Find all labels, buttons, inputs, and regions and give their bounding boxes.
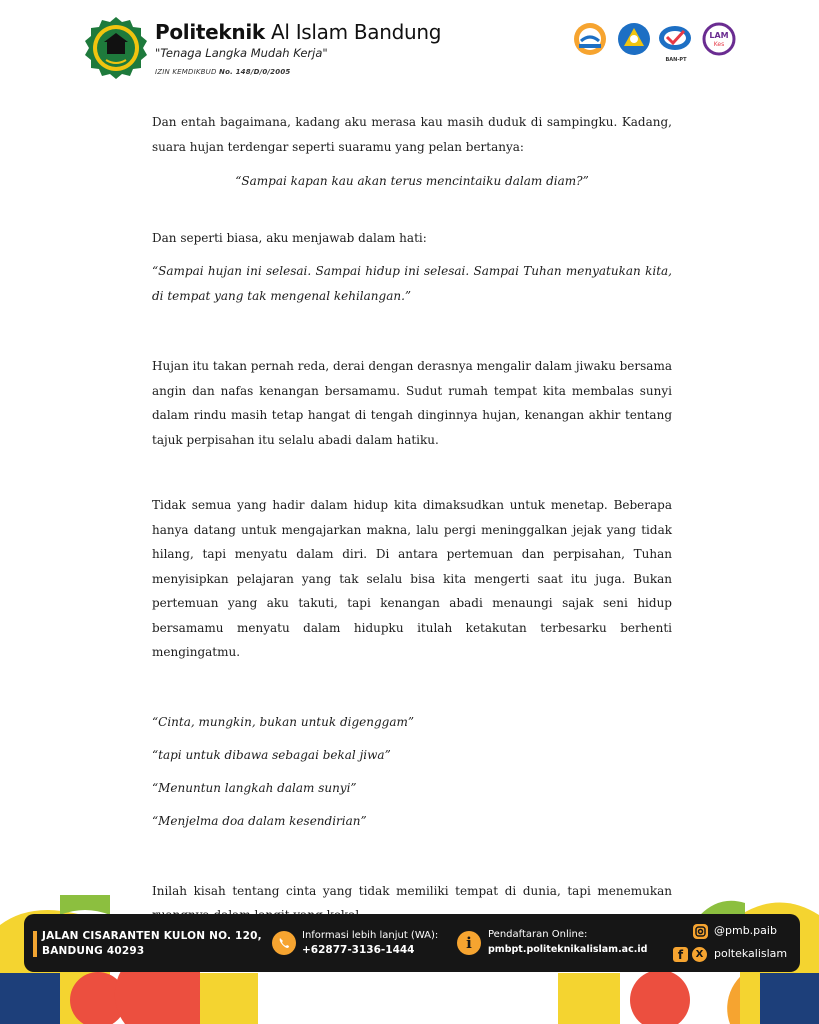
contact-footer [24,914,800,972]
tut-wuri-handayani-logo-icon [617,22,651,56]
institution-logo-icon [84,16,148,80]
quote: “Sampai hujan ini selesai. Sampai hidup ini selesai. Sampai Tuhan menyatukan kita, di tempat yang tak mengenal kehilangan.” [152,264,672,303]
paragraph: Inilah kisah tentang cinta yang tidak memiliki tempat di dunia, tapi menemukan [152,883,672,898]
quote: “Sampai kapan kau akan terus mencintaiku dalam diam?” [235,174,589,188]
whatsapp-number[interactable]: +62877-3136-1444 [302,944,415,956]
ban-pt-logo-icon [658,22,692,56]
paragraph: Hujan itu takan pernah reda, derai dengan derasnya mengalir dalam jiwaku bersama angin dan nafas kenangan bersamamu. Sudut rumah tempat kita membalas sunyi dalam rindu masih tetap hangat di tengah dinginnya hujan, kenangan akhir tentang tajuk perpisahan itu selalu abadi dalam hatiku. [152,359,672,447]
facebook-icon: f [673,947,688,962]
paragraph: Tidak semua yang hadir dalam hidup kita dimaksudkan untuk menetap. Beberapa hanya datang untuk mengajarkan makna, lalu pergi meninggalkan jejak yang tidak hilang, tapi menyatu dalam diri. Di antara pertemuan dan perpisahan, Tuhan menyisipkan pelajaran yang tak selalu bisa kita mengerti saat itu juga. Bukan pertemuan yang aku takuti, tapi kenangan abadi menaungi sajak seni hidup bersamamu menyatu dalam hidupku itulah ketakutan terbesarku berhenti mengingatmu. [152,498,672,659]
poem-line: “Menjelma doa dalam kesendirian” [152,813,367,828]
document-body [152,110,672,928]
poem [152,710,672,834]
registration-label: Pendaftaran Online: [488,929,588,940]
social-handle[interactable]: poltekalislam [714,947,788,960]
info-icon: i [457,931,481,955]
poem-line: “Menuntun langkah dalam sunyi” [152,780,357,795]
whatsapp-icon [272,931,296,955]
institution-name: Politeknik Al Islam Bandung [155,20,442,44]
instagram-icon [693,924,708,939]
partner-logo-1-icon [573,22,607,56]
lam-kes-logo-icon [702,22,736,56]
registration-link[interactable]: pmbpt.politeknikalislam.ac.id [488,944,648,955]
address: JALAN CISARANTEN KULON NO. 120, BANDUNG 40293 [42,930,262,957]
paragraph: Dan entah bagaimana, kadang aku merasa kau masih duduk di sampingku. Kadang, suara hujan terdengar seperti suaramu yang pelan bertanya: [152,115,672,154]
paragraph: Dan seperti biasa, aku menjawab dalam hati: [152,230,427,245]
letterhead [0,0,819,95]
x-twitter-icon: X [692,947,707,962]
svg-text:Kes: Kes [713,41,725,48]
whatsapp-label: Informasi lebih lanjut (WA): [302,930,439,941]
poem-line: “Cinta, mungkin, bukan untuk digenggam” [152,714,415,729]
svg-text:LAM: LAM [709,31,729,40]
ban-pt-label: BAN-PT [665,57,687,63]
instagram-handle[interactable]: @pmb.paib [714,924,777,937]
license-number: IZIN KEMDIKBUD No. 148/D/0/2005 [155,68,291,76]
poem-line: “tapi untuk dibawa sebagai bekal jiwa” [152,747,391,762]
tagline: "Tenaga Langka Mudah Kerja" [155,46,328,60]
